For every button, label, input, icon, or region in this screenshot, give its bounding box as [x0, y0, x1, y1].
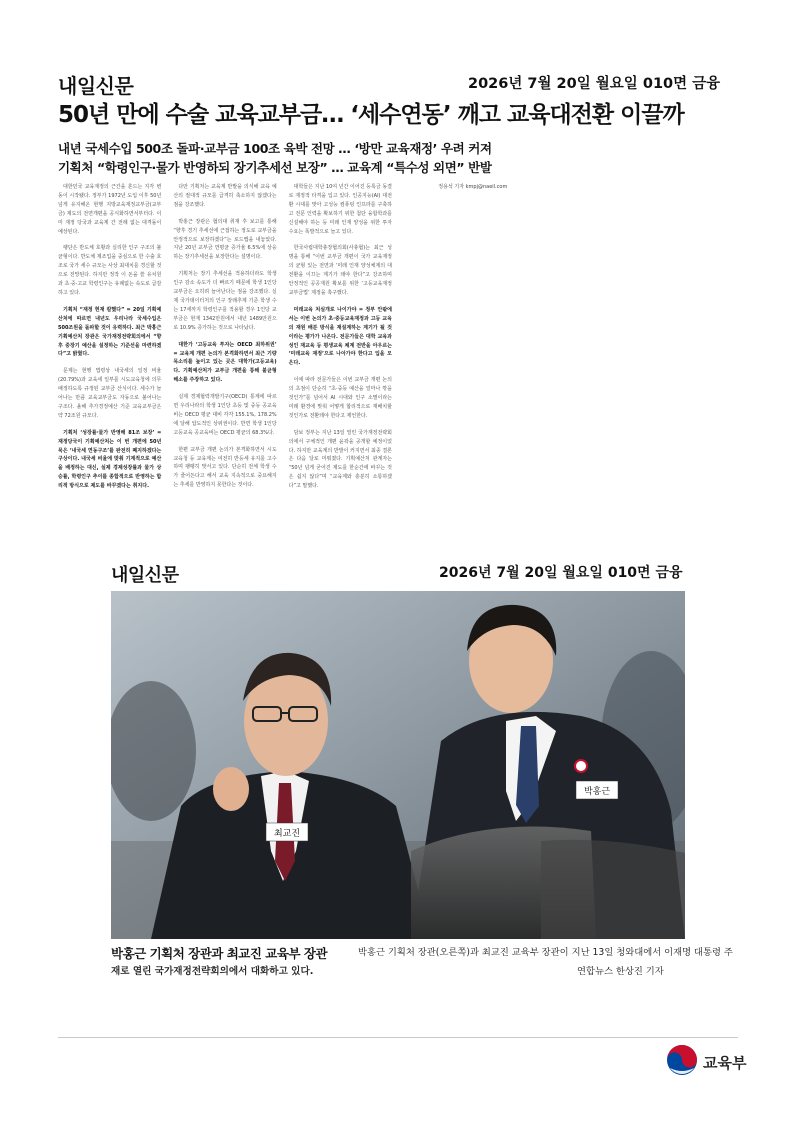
article-paragraph: 팽단은 반도체 호황과 실리한 인구 구조의 불균형이다. 반도체 제조업을 중심으로 한 수출 호조로 국가 세수 규모는 사상 최대치를 경신할 것으로 전망된다. 하지만 정작 이 돈을 쓸 유치원과 초·중·고교 학령인구는 유례없는 속도로 급감하고 있다.	[58, 245, 162, 296]
subhead-2: 기획처 “학령인구·물가 반영하되 장기추세선 보장” … 교육계 “특수성 외면” 반발	[58, 160, 492, 175]
caption-title: 박홍근 기획처 장관과 최교진 교육부 장관	[111, 946, 328, 961]
article-section-heading: 미래교육 처실개로 나이가야 = 정부 안팎에서는 이번 논의가 초·중등교육재정과 고등 교육의 재원 배분 방식을 재설계하는 계기가 될 것이라는 평가가 나온다. 전문가들은 대학 교육과 성인 재교육 등 평생교육 체계 전반을 아우르는 ‘미래교육 재정’으로 나아가야 한다고 입을 모은다.	[288, 306, 392, 367]
article-section-heading: 대한가 ‘고등교육 투자는 OECD 최하위권’ = 교육계 개편 논의가 본격화하면서 최근 기량 목소리를 높이고 있는 곳은 대학가(고등교육)다. 기획예산처가 교부금 개편을 통해 불균형 해소를 주장하고 있다.	[173, 341, 277, 384]
news-photo	[111, 591, 685, 939]
article-paragraph: 문제는 현행 법령상 내국세의 일정 비율(20.79%)과 교육세 일부를 시도교육청에 의무 배정하도록 규정된 교부금 산식이다. 세수가 늘어나는 만큼 교육교부금도 자동으로 불어나는 구조다. 올해 추가경정예산 기준 교육교부금은 약 72조원 규모다.	[58, 368, 162, 419]
article-paragraph: 다만 기획처는 교육계 반발을 의식해 교육 예산의 절대적 규모를 급격히 축소하지 않겠다는 점을 강조했다.	[173, 184, 277, 208]
date-line: 2026년 7월 20일 월요일 010면 금융	[468, 76, 721, 92]
article-section-heading: 기획처 “재정 현재 칼했다” = 20일 기획예산처에 따르면 내년도 우리나라 국세수입은 500조원을 돌파할 것이 유력하다. 최근 박홍근 기획예산처 장관은 국가재정전략회의에서 “향후 중장기 예산을 설정하는 기준선을 마련하겠다”고 밝혔다.	[58, 306, 162, 358]
caption-body: 박홍근 기획처 장관(오른쪽)과 최교진 교육부 장관이 지난 13일 청와대에서 이재명 대통령 주	[358, 947, 733, 958]
article-paragraph: 이에 따라 전문가들은 이번 교부금 개편 논의의 초점이 단순히 “초·중등 예산을 얼마나 깎을 것인가”를 넘어서 AI 시대와 인구 소멸이라는 미래 환경에 맞춰 어떻게 합리적으로 재배치할 것인가로 전환돼야 한다고 제언한다.	[288, 377, 392, 419]
newspaper-brand-page2: 내일신문	[111, 565, 179, 586]
caption-credit: 연합뉴스 한상진 기자	[577, 966, 664, 977]
article-paragraph: 박홍근 장관은 협의대 취재 후 보고를 통해 “향후 경기 추세선에 근접하는 정도로 교부금을 안정적으로 보장하겠다”는 로드맵을 내놓았다. 지난 20년 교부금 연평균 증가율 6.5%에 상응하는 장기추세선을 보장한다는 설명이다.	[173, 218, 277, 261]
article-paragraph: 한편 교부금 개편 논의가 본격화하면서 시도교육청 등 교육계는 여전히 반등세 유지를 고수하며 팽팽히 맞서고 있다. 단순히 전체 학생 수가 줄어든다고 해서 교육 지속적으로 중요해지는 추세를 반영하지 못한다는 것이다.	[173, 446, 277, 489]
ministry-emblem-icon	[666, 1044, 698, 1076]
article-paragraph: 대한민국 교육재정의 근간을 흔드는 지각 변동이 시작됐다. 정부가 1972년 도입 이후 50년 넘게 유지해온 현행 지방교육재정교부금(교부금) 제도의 전면개편을 공식화하면서부터다. 이미 재정 당국과 교육계 간 전례 없는 대격돌이 예상된다.	[58, 184, 162, 235]
name-tag-left: 최교진	[273, 829, 301, 839]
article-paragraph: 한국사립대학총장협의회(사총협)는 최근 성명을 통해 “이번 교부금 개편이 국가 교육재정의 균형 있는 전면과 ‘미래 인재 양성체계의 대전환을 이끄는 계기가 돼야 한다”고 강조하며 안정적인 공공재원 확보를 위한 ‘고등교육재정교부금법’ 제정을 촉구했다.	[288, 245, 392, 296]
headline: 50년 만에 수술 교육교부금… ‘세수연동’ 깨고 교육대전환 이끌까	[58, 102, 684, 128]
caption-title-continued: 재로 열린 국가재정전략회의에서 대화하고 있다.	[111, 966, 314, 977]
newspaper-brand: 내일신문	[58, 74, 134, 98]
article-paragraph: 대학들은 지난 10여 년간 이어진 등록금 동결로 재정적 타격을 입고 있다. 인공지능(AI) 대전환 시대를 맞아 고성능 컴퓨팅 인프라를 구축하고 전문 인력을 확보하기 위한 첨단 융합학과를 신설해야 하는 등 미래 인재 양성을 위한 투자 수요는 폭발적으로 늘고 있다.	[288, 184, 392, 235]
article-section-heading: 기획처 ‘성장률·물가 반영해 81조 보장’ = 재정당국이 기획예산처는 이 번 개편에 50년 묵은 ‘내국세 연동구조’를 완전히 폐지하겠다는 구상이다. 내국세 비율에 맞춰 기계적으로 예산을 배정하는 대신, 실제 경제성장률과 물가 상승률, 학령인구 추이를 종합적으로 반영하는 합리적 방식으로 제도를 바꾸겠다는 취지다.	[58, 429, 162, 490]
photo-illustration	[111, 591, 685, 939]
footer-divider	[58, 1037, 738, 1038]
article-paragraph: 담보 정부는 지난 13일 열린 국가재정전략회의에서 구체적인 개편 윤곽을 공개할 예정이었다. 하지만 교육계의 반발이 커지면서 최종 결론은 다음 달로 미뤄졌다. 기획예산처 관계자는 “50년 넘게 굳어진 제도를 한순간에 바꾸는 것은 쉽지 않다”며 “교육계와 충분히 소통하겠다”고 말했다.	[288, 429, 392, 490]
byline: 정용석 기자 kmpj@naeil.com	[438, 184, 508, 190]
article-paragraph: 실제 경제협력개발기구(OECD) 통계에 따르면 우리나라의 학생 1인당 초등 및 중등 공교육비는 OECD 평균 대비 각각 155.1%, 178.2%에 달해 압도적인 상위권이다. 반면 학생 1인당 고등교육 공교육비는 OECD 평균의 68.3%다.	[173, 394, 277, 436]
article-paragraph: 기획처는 장기 추세선을 적용하더라도 학생 인구 감소 속도가 더 빠르기 때문에 학생 1인당 교부금은 오히려 늘어난다는 점을 강조했다. 실제 국가데이터처의 인구 장래추계 기준 학생 수는 17세까지 학령인구를 적용할 경우 1인당 교부금은 현재 1342만원에서 내년 1489만원으로 10.9% 증가하는 것으로 나타났다.	[173, 271, 277, 331]
ministry-name: 교육부	[703, 1054, 747, 1072]
article-body	[58, 183, 738, 493]
subhead-1: 내년 국세수입 500조 돌파·교부금 100조 육박 전망 … ‘방만 교육재정’ 우려 커져	[58, 141, 492, 156]
date-line-page2: 2026년 7월 20일 월요일 010면 금융	[439, 565, 683, 581]
name-tag-right: 박홍근	[583, 787, 611, 797]
